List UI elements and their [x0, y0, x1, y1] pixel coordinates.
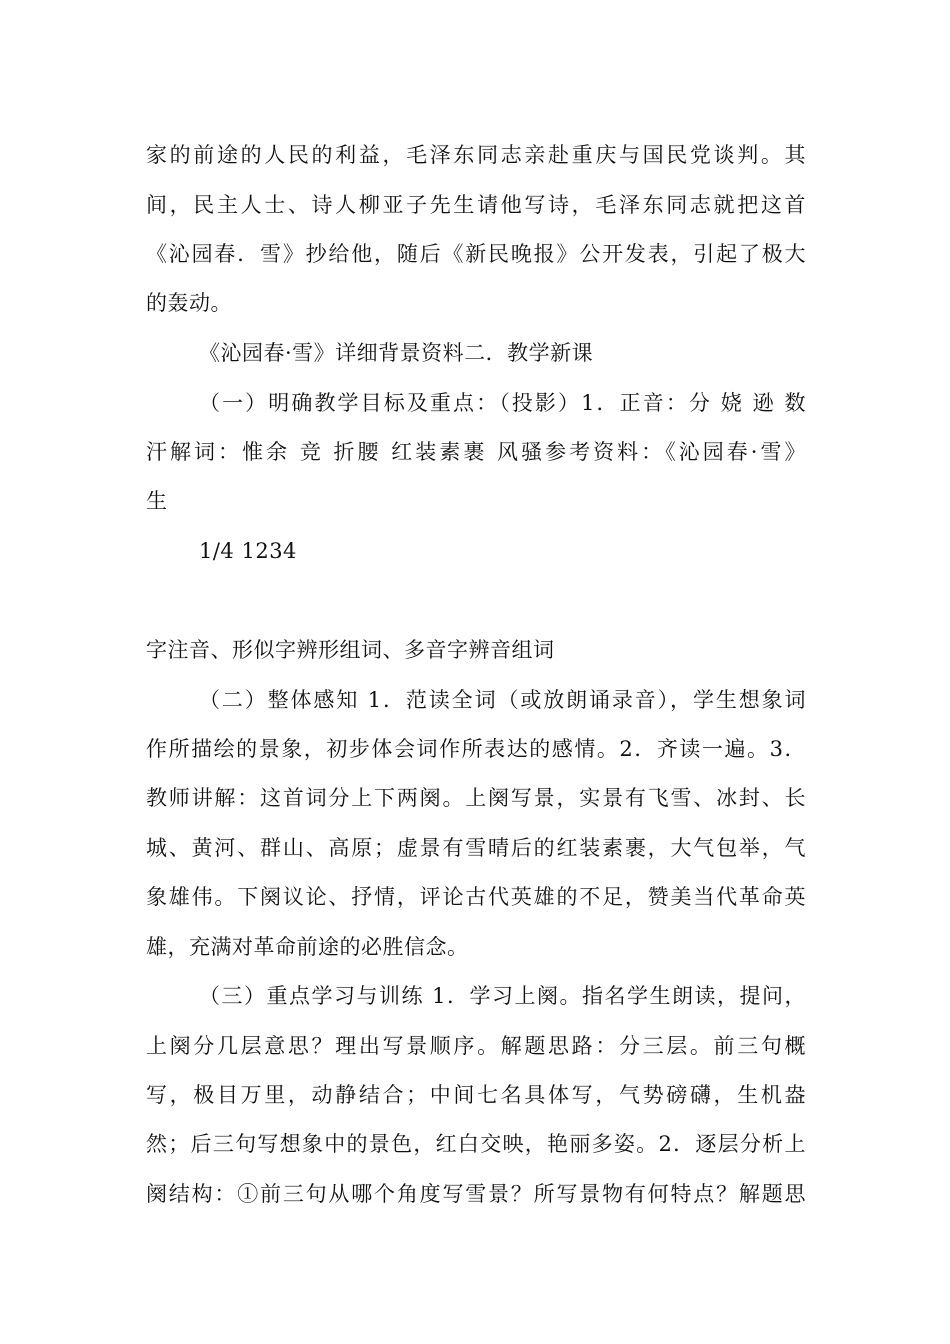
paragraph-line: 字注音、形似字辨形组词、多音字辨音组词: [146, 638, 555, 662]
paragraph-line: 的轰动。: [146, 291, 232, 315]
paragraph-line: 作所描绘的景象，初步体会词作所表达的感情。2．齐读一遍。3．: [146, 737, 806, 761]
page-number: 1/4 1234: [199, 539, 297, 563]
paragraph-line: 家的前途的人民的利益，毛泽东同志亲赴重庆与国民党谈判。其: [146, 143, 806, 167]
paragraph-line: 教师讲解：这首词分上下两阕。上阕写景，实景有飞雪、冰封、长: [146, 786, 806, 810]
paragraph-line: 然；后三句写想象中的景色，红白交映，艳丽多姿。2．逐层分析上: [146, 1132, 806, 1156]
paragraph-line: 阕结构：①前三句从哪个角度写雪景？所写景物有何特点？解题思: [146, 1182, 806, 1206]
paragraph-line: 《沁园春．雪》抄给他，随后《新民晚报》公开发表，引起了极大: [146, 242, 806, 266]
paragraph-line: 写，极目万里，动静结合；中间七名具体写，气势磅礴，生机盎: [146, 1083, 806, 1107]
paragraph-line: （三）重点学习与训练 1．学习上阕。指名学生朗读，提问，: [199, 984, 806, 1008]
paragraph-line: （一）明确教学目标及重点：（投影）1．正音：分 娆 逊 数: [199, 391, 806, 415]
paragraph-line: 城、黄河、群山、高原；虚景有雪晴后的红装素裹，大气包举，气: [146, 836, 806, 860]
paragraph-line: 象雄伟。下阕议论、抒情，评论古代英雄的不足，赞美当代革命英: [146, 885, 806, 909]
paragraph-line: 汗解词：惟余 竞 折腰 红装素裹 风骚参考资料：《沁园春·雪》: [146, 440, 806, 464]
paragraph-line: 生: [146, 489, 168, 513]
section-heading: 《沁园春·雪》详细背景资料二．教学新课: [199, 341, 594, 365]
paragraph-line: （二）整体感知 1．范读全词（或放朗诵录音），学生想象词: [199, 688, 806, 712]
paragraph-line: 雄，充满对革命前途的必胜信念。: [146, 935, 469, 959]
paragraph-line: 上阕分几层意思？理出写景顺序。解题思路：分三层。前三句概: [146, 1034, 806, 1058]
paragraph-line: 间，民主人士、诗人柳亚子先生请他写诗，毛泽东同志就把这首: [146, 193, 806, 217]
